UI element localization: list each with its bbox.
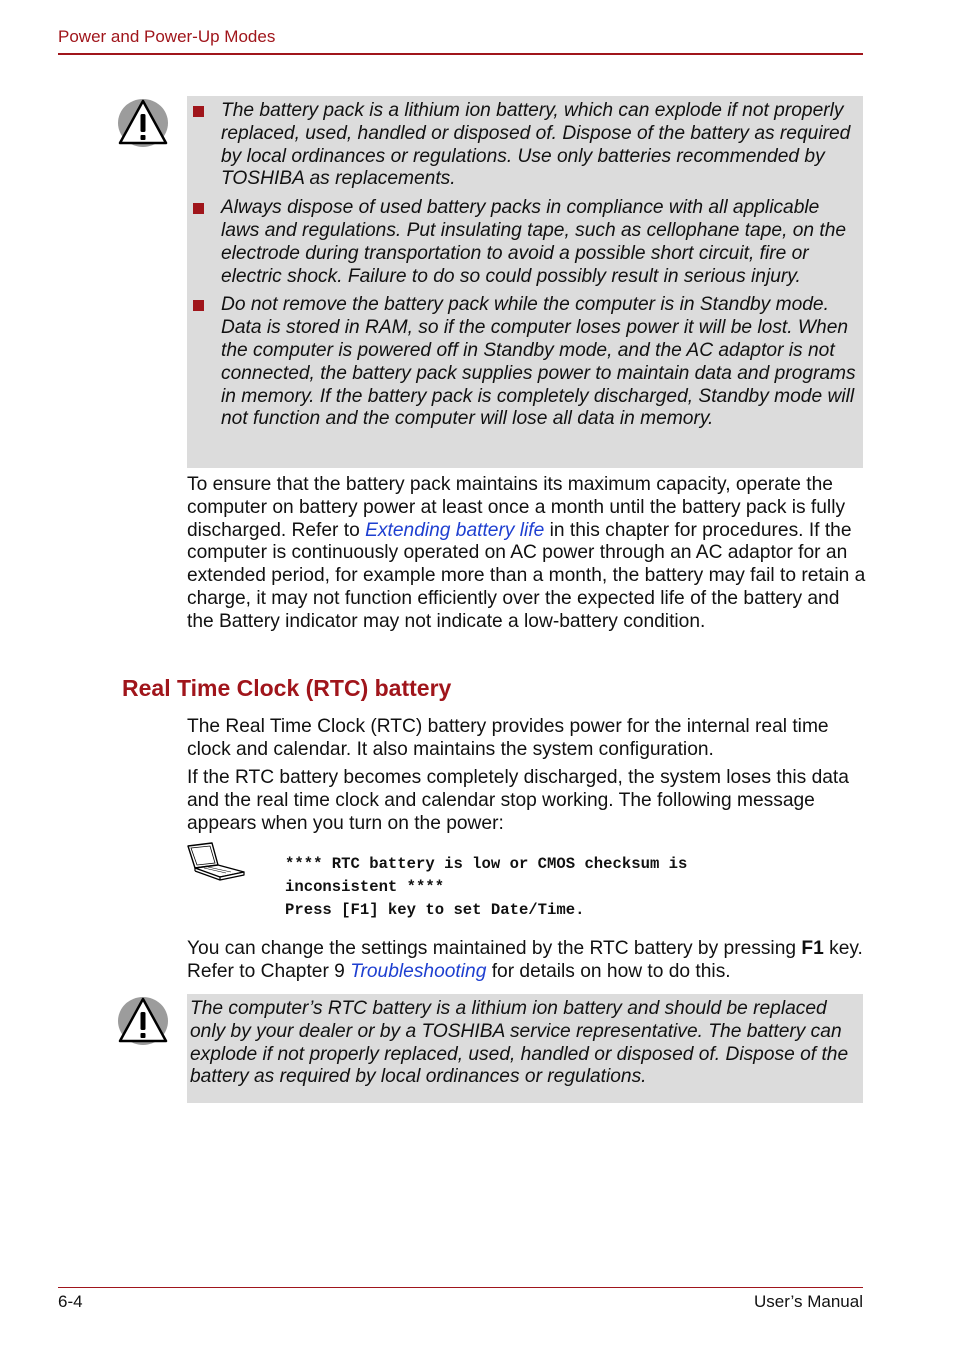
warning-triangle-icon <box>116 995 170 1047</box>
rtc-warning-text: The computer’s RTC battery is a lithium ion battery and should be replaced only by your dealer or by a TOSHIBA service representative. The battery can explode if not properly replaced, used, handled or disposed of. Dispose of the battery as required by local ordinances or regulations. <box>190 998 849 1088</box>
capacity-text-end: in this chapter for procedures. If the computer is continuously operated on AC power through an AC adaptor for an extended period, for example more than a month, the battery may fail to retain a charge, it may not function efficiently over the expected life of the battery and the Battery indicator may not indicate a low-battery condition. <box>187 519 866 632</box>
capacity-paragraph <box>187 474 867 634</box>
rtc-intro-paragraph: The Real Time Clock (RTC) battery provides power for the internal real time clock and calendar. It also maintains the system configuration. <box>187 716 829 760</box>
running-header-title: Power and Power-Up Modes <box>58 27 276 46</box>
capacity-text-start: To ensure that the battery pack maintains its maximum capacity, operate the computer on battery power at least once a month until the battery pack is fully discharged. Refer to <box>187 474 846 541</box>
manual-name: User’s Manual <box>754 1292 863 1311</box>
footer-rule <box>58 1287 863 1288</box>
header-rule <box>58 53 863 55</box>
message-line: inconsistent **** <box>285 878 445 896</box>
warning-item-text: Always dispose of used battery packs in compliance with all applicable laws and regulations. Put insulating tape, such as cellophane tape, on the electrode during transportation to avoid a possible short circuit, fire or electric shock. Failure to do so could possibly result in serious injury. <box>221 197 847 287</box>
bullet-square <box>193 203 204 214</box>
rtc-error-message <box>285 853 687 922</box>
settings-text-start: You can change the settings maintained by the RTC battery by pressing <box>187 938 802 959</box>
settings-text-mid: key. Refer to Chapter 9 <box>187 938 863 982</box>
settings-text-end: for details on how to do this. <box>486 960 731 982</box>
warning-item-text: The battery pack is a lithium ion battery, which can explode if not properly replaced, used, handled or disposed of. Dispose of the battery as required by local ordinances or regulations. Use only batteries recommended by TOSHIBA as replacements. <box>221 100 851 190</box>
warning-item-text: Do not remove the battery pack while the computer is in Standby mode. Data is stored in RAM, so if the computer loses power it will be lost. When the computer is powered off in Standby mode, and the AC adaptor is not connected, the battery pack supplies power to maintain data and programs in memory. If the battery pack is completely discharged, Standby mode will not function and the computer will lose all data in memory. <box>221 294 856 430</box>
message-line: **** RTC battery is low or CMOS checksum is <box>285 855 688 873</box>
laptop-icon <box>186 842 246 882</box>
warning-list-item <box>187 100 859 191</box>
warning-triangle-icon <box>116 97 170 149</box>
f1-key-label: F1 <box>801 938 824 959</box>
message-line: Press [F1] key to set Date/Time. <box>285 901 585 919</box>
extending-battery-life-link[interactable]: Extending battery life <box>365 519 545 541</box>
bullet-square <box>193 300 204 311</box>
warning-list-item <box>187 294 859 431</box>
battery-warning-box <box>187 96 863 468</box>
rtc-settings-paragraph <box>187 938 867 984</box>
warning-list-item <box>187 197 859 288</box>
rtc-discharge-paragraph: If the RTC battery becomes completely discharged, the system loses this data and the real time clock and calendar stop working. The following message appears when you turn on the power: <box>187 767 849 834</box>
page-number: 6-4 <box>58 1292 83 1311</box>
bullet-square <box>193 106 204 117</box>
troubleshooting-link[interactable]: Troubleshooting <box>350 960 487 982</box>
rtc-warning-box <box>187 994 863 1103</box>
section-heading: Real Time Clock (RTC) battery <box>122 675 452 701</box>
